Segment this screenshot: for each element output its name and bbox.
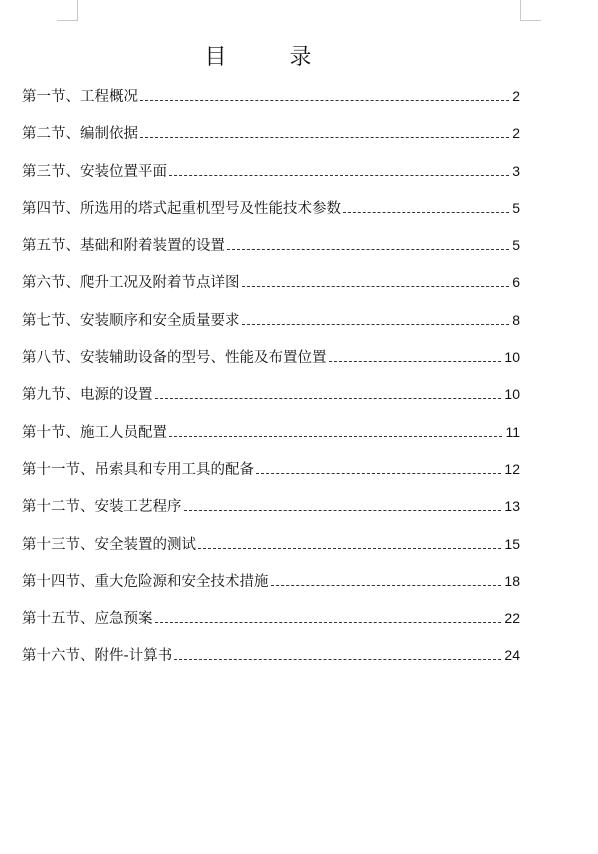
toc-dot-leader <box>256 473 501 474</box>
toc-dot-leader <box>155 398 502 399</box>
toc-entry-page: 2 <box>512 88 520 104</box>
toc-entry[interactable] <box>22 198 520 235</box>
toc-entry-page: 18 <box>504 572 520 589</box>
toc-entry-label: 第二节、编制依据 <box>22 126 138 143</box>
toc-title: 目 录 <box>204 45 340 70</box>
toc-dot-leader <box>169 436 502 437</box>
toc-dot-leader <box>169 175 509 176</box>
toc-dot-leader <box>242 286 510 287</box>
toc-list <box>22 86 520 683</box>
toc-dot-leader <box>174 659 501 660</box>
toc-entry-label: 第九节、电源的设置 <box>22 387 153 404</box>
toc-entry-label: 第十四节、重大危险源和安全技术措施 <box>22 573 269 590</box>
toc-entry-page: 11 <box>505 423 520 440</box>
toc-entry[interactable] <box>22 347 520 384</box>
toc-entry-page: 3 <box>512 162 520 179</box>
toc-entry-label: 第十三节、安全装置的测试 <box>22 536 196 553</box>
toc-entry-label: 第十五节、应急预案 <box>22 611 153 628</box>
toc-entry[interactable] <box>22 496 520 533</box>
toc-entry-page: 15 <box>504 535 520 552</box>
toc-entry[interactable] <box>22 571 520 608</box>
toc-entry-label: 第一节、工程概况 <box>22 89 138 105</box>
toc-entry-page: 5 <box>512 199 520 216</box>
toc-dot-leader <box>227 249 509 250</box>
toc-dot-leader <box>140 100 509 101</box>
toc-dot-leader <box>184 510 502 511</box>
toc-entry-page: 22 <box>504 610 520 627</box>
toc-dot-leader <box>343 212 509 213</box>
toc-entry-label: 第十二节、安装工艺程序 <box>22 499 182 516</box>
toc-entry[interactable] <box>22 384 520 421</box>
toc-entry-page: 8 <box>512 311 520 328</box>
toc-entry-page: 2 <box>512 125 520 142</box>
toc-entry-label: 第四节、所选用的塔式起重机型号及性能技术参数 <box>22 200 341 217</box>
toc-entry[interactable] <box>22 310 520 347</box>
toc-entry-label: 第七节、安装顺序和安全质量要求 <box>22 312 240 329</box>
toc-entry[interactable] <box>22 645 520 682</box>
toc-dot-leader <box>242 324 510 325</box>
toc-entry[interactable] <box>22 235 520 272</box>
toc-entry[interactable] <box>22 123 520 160</box>
page-corner-mark-right <box>520 0 541 21</box>
toc-entry-label: 第十六节、附件-计算书 <box>22 648 173 665</box>
toc-entry-page: 6 <box>512 274 520 291</box>
toc-entry-label: 第八节、安装辅助设备的型号、性能及布置位置 <box>22 350 327 367</box>
toc-entry-label: 第十一节、吊索具和专用工具的配备 <box>22 461 254 478</box>
toc-entry[interactable] <box>22 534 520 571</box>
toc-entry-page: 13 <box>504 498 520 515</box>
toc-dot-leader <box>271 585 502 586</box>
toc-dot-leader <box>140 137 509 138</box>
toc-entry[interactable] <box>22 459 520 496</box>
toc-entry-page: 24 <box>504 647 520 664</box>
toc-entry[interactable] <box>22 161 520 198</box>
toc-entry[interactable] <box>22 86 520 123</box>
toc-entry-label: 第六节、爬升工况及附着节点详图 <box>22 275 240 292</box>
toc-dot-leader <box>329 361 502 362</box>
page-corner-mark-left <box>57 0 78 21</box>
toc-entry[interactable] <box>22 608 520 645</box>
toc-entry-page: 12 <box>504 460 520 477</box>
toc-entry-page: 10 <box>504 349 520 366</box>
toc-entry-label: 第三节、安装位置平面 <box>22 163 167 180</box>
toc-entry[interactable] <box>22 422 520 459</box>
toc-dot-leader <box>198 548 501 549</box>
toc-entry-label: 第五节、基础和附着装置的设置 <box>22 238 225 255</box>
toc-dot-leader <box>155 622 502 623</box>
toc-entry-page: 10 <box>504 386 520 403</box>
toc-entry[interactable] <box>22 272 520 309</box>
toc-entry-page: 5 <box>512 237 520 254</box>
toc-entry-label: 第十节、施工人员配置 <box>22 424 167 441</box>
